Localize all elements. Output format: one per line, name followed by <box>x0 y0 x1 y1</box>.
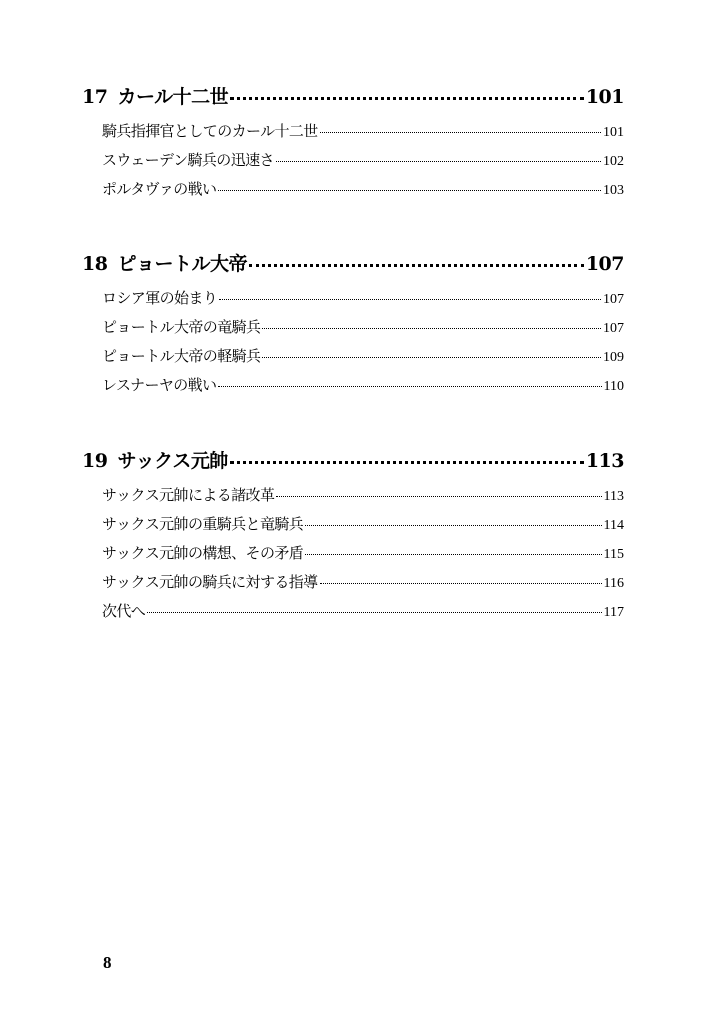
chapter-title: カール十二世 <box>117 86 229 108</box>
section-page-number: 103 <box>603 183 624 198</box>
section-entry[interactable] <box>102 374 624 403</box>
section-title: サックス元帥の重騎兵と竜騎兵 <box>102 515 304 533</box>
section-title: ロシア軍の始まり <box>102 289 218 307</box>
section-title: ポルタヴァの戦い <box>102 180 217 198</box>
chapter-17 <box>82 82 624 207</box>
dot-leader <box>262 328 601 329</box>
section-title: サックス元帥の構想、その矛盾 <box>102 544 304 562</box>
section-entry[interactable] <box>102 484 624 513</box>
section-title: サックス元帥による諸改革 <box>102 486 275 504</box>
dot-leader <box>218 190 601 191</box>
chapter-number: 18 <box>82 253 108 275</box>
chapter-heading[interactable] <box>82 82 624 110</box>
page-number: 8 <box>103 953 112 972</box>
section-page-number: 107 <box>603 292 624 307</box>
section-page-number: 101 <box>603 125 624 140</box>
chapter-page-number: 113 <box>585 450 624 472</box>
section-entry[interactable] <box>102 316 624 345</box>
chapter-heading[interactable] <box>82 446 624 474</box>
chapter-number: 19 <box>82 450 108 472</box>
section-entry[interactable] <box>102 571 624 600</box>
section-page-number: 109 <box>603 350 624 365</box>
chapter-number: 17 <box>82 86 108 108</box>
dot-leader <box>219 299 601 300</box>
dot-leader <box>320 132 601 133</box>
section-entry[interactable] <box>102 287 624 316</box>
section-page-number: 116 <box>603 576 624 591</box>
section-entry[interactable] <box>102 513 624 542</box>
dot-leader <box>276 161 601 162</box>
chapter-page-number: 107 <box>585 253 624 275</box>
section-title: ピョートル大帝の軽騎兵 <box>102 347 261 365</box>
section-list <box>82 120 624 207</box>
dot-leader <box>249 264 584 267</box>
section-list <box>82 484 624 629</box>
dot-leader <box>305 525 601 526</box>
section-page-number: 117 <box>603 605 624 620</box>
section-entry[interactable] <box>102 542 624 571</box>
section-title: スウェーデン騎兵の迅速さ <box>102 151 274 169</box>
chapter-page-number: 101 <box>585 86 624 108</box>
section-entry[interactable] <box>102 600 624 629</box>
dot-leader <box>230 97 584 100</box>
chapter-18 <box>82 249 624 403</box>
dot-leader <box>305 554 601 555</box>
section-page-number: 110 <box>603 379 624 394</box>
section-entry[interactable] <box>102 178 624 207</box>
section-page-number: 113 <box>603 489 624 504</box>
section-title: 次代へ <box>102 602 146 620</box>
dot-leader <box>262 357 601 358</box>
section-entry[interactable] <box>102 345 624 374</box>
chapter-title: ピョートル大帝 <box>117 253 247 275</box>
section-title: 騎兵指揮官としてのカール十二世 <box>102 122 318 140</box>
section-title: ピョートル大帝の竜騎兵 <box>102 318 261 336</box>
section-list <box>82 287 624 403</box>
dot-leader <box>147 612 601 613</box>
dot-leader <box>218 386 601 387</box>
section-entry[interactable] <box>102 120 624 149</box>
section-title: サックス元帥の騎兵に対する指導 <box>102 573 318 591</box>
section-page-number: 102 <box>603 154 624 169</box>
section-entry[interactable] <box>102 149 624 178</box>
chapter-title: サックス元帥 <box>117 450 228 472</box>
dot-leader <box>320 583 602 584</box>
chapter-heading[interactable] <box>82 249 624 277</box>
dot-leader <box>276 496 601 497</box>
section-title: レスナーヤの戦い <box>102 376 217 394</box>
section-page-number: 114 <box>603 518 624 533</box>
section-page-number: 107 <box>603 321 624 336</box>
chapter-19 <box>82 446 624 629</box>
dot-leader <box>230 461 584 464</box>
section-page-number: 115 <box>603 547 624 562</box>
